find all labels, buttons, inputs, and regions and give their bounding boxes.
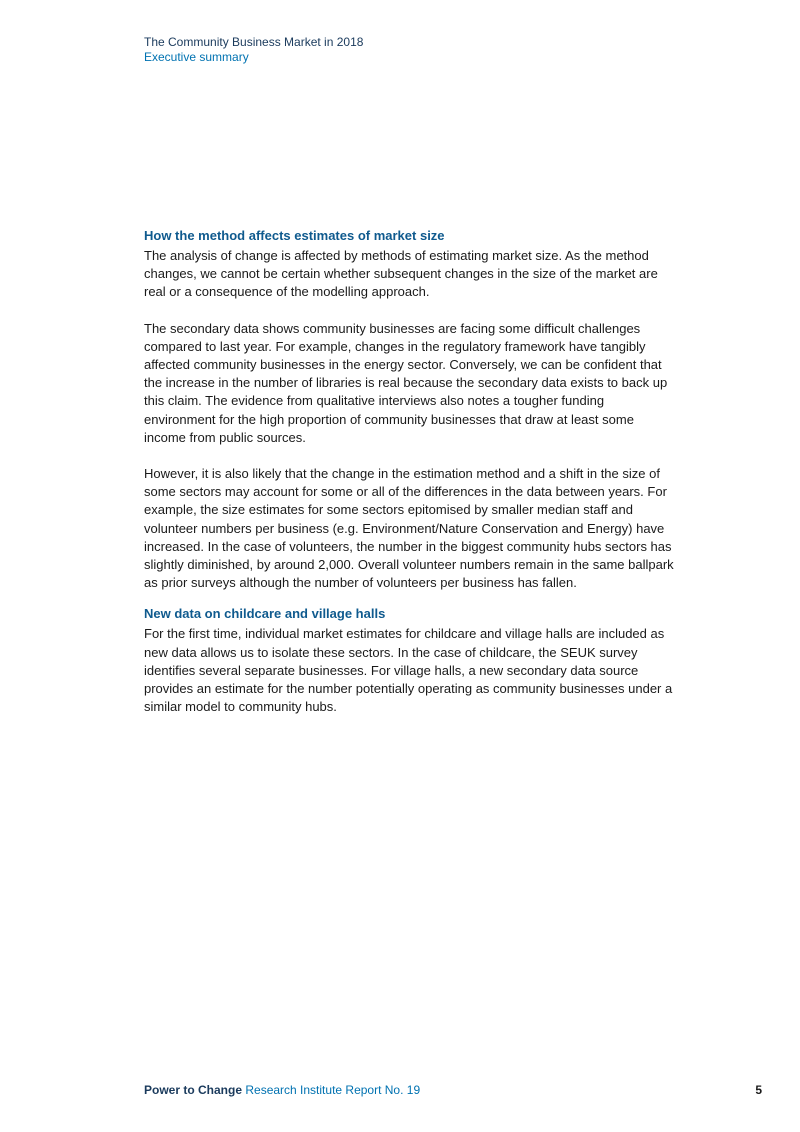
section-heading: How the method affects estimates of market size xyxy=(144,228,445,243)
page-number: 5 xyxy=(755,1083,762,1097)
main-content xyxy=(144,227,674,734)
footer-series: Research Institute Report No. 19 xyxy=(245,1083,421,1097)
body-paragraph: However, it is also likely that the change in the estimation method and a shift in the size of some sectors may account for some or all of the differences in the data between years. For example, the size estimates for some sectors epitomised by smaller median staff and volunteer numbers per business (e.g. Environment/Nature Conservation and Energy) have increased. In the case of volunteers, the number in the biggest community hubs sectors has slightly diminished, by around 2,000. Overall volunteer numbers remain in the same ballpark as prior surveys although the number of volunteers per business has fallen. xyxy=(144,466,674,591)
body-paragraph: For the first time, individual market estimates for childcare and village halls are included as new data allows us to isolate these sectors. In the case of childcare, the SEUK survey identifies several separate businesses. For village halls, a new secondary data source provides an estimate for the number potentially operating as community businesses under a similar model to community hubs. xyxy=(144,626,673,715)
section-childcare-village-halls xyxy=(144,605,674,716)
body-paragraph: The secondary data shows community businesses are facing some difficult challenges compared to last year. For example, changes in the regulatory framework have tangibly affected community businesses in the energy sector. Conversely, we can be confident that the increase in the number of libraries is real because the secondary data exists to back up this claim. The evidence from qualitative interviews also notes a tougher funding environment for the high proportion of community businesses that draw at least some income from public sources. xyxy=(144,320,668,445)
running-header xyxy=(144,35,363,65)
section-title: Executive summary xyxy=(144,50,249,64)
body-paragraph: The analysis of change is affected by methods of estimating market size. As the method changes, we cannot be certain whether subsequent changes in the size of the market are real or a consequence of the modelling approach. xyxy=(144,248,658,300)
footer-brand: Power to Change xyxy=(144,1083,243,1097)
page-footer xyxy=(144,1083,762,1098)
report-title: The Community Business Market in 2018 xyxy=(144,35,364,49)
section-heading: New data on childcare and village halls xyxy=(144,606,386,622)
section-method-estimates xyxy=(144,227,674,592)
